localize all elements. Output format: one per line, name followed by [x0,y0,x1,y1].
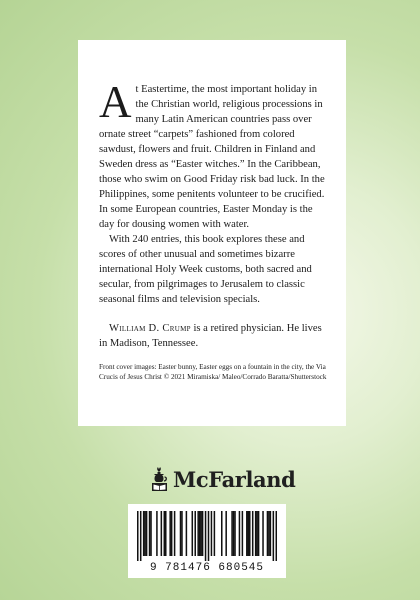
barcode-bar [252,511,254,556]
barcode-bar [186,511,188,556]
author-bio-text: is a retired physician. He lives in Madison, Tennessee. [99,323,322,349]
barcode-bar [234,511,236,556]
author-name: William D. Crump [109,323,191,334]
barcode-bar [199,511,201,556]
barcode-bar [202,511,204,556]
barcode-bar [171,511,173,556]
barcode-bars [137,511,277,561]
barcode-bar [208,511,210,561]
book-lamp-logo-icon [150,466,170,492]
barcode-bar [262,511,264,556]
barcode-bar [161,511,163,556]
barcode-bar [255,511,257,556]
barcode-bar [144,511,146,556]
barcode-bar [174,511,176,556]
barcode-bar [233,511,235,556]
barcode-bar [165,511,167,556]
blurb-paragraph-1 [99,77,328,232]
barcode-bar [239,511,241,556]
barcode-bar [143,511,145,556]
barcode-bar [267,511,269,556]
barcode-bar [273,511,275,561]
barcode-bar [156,511,158,556]
barcode-bar [197,511,199,556]
barcode-bar [242,511,244,556]
barcode-bar [248,511,250,556]
barcode-bar [180,511,182,556]
cover-image-credits: Front cover images: Easter bunny, Easter eggs on a fountain in the city, the Via Crucis of Jesus Christ © 2021 Miramiska/ Maleo/Corrado Baratta/Shutterstock [99,363,327,381]
barcode-bar [149,511,151,556]
barcode-bar [169,511,171,556]
barcode-bar [200,511,202,556]
barcode-bar [211,511,213,556]
barcode-bar [270,511,272,556]
barcode-bar [181,511,183,556]
barcode-bar [137,511,139,561]
barcode-bar [249,511,251,556]
barcode-bar [256,511,258,556]
barcode-bar [194,511,196,556]
barcode-bar [205,511,207,561]
barcode-bar [225,511,227,556]
isbn-digits: 9 781476 680545 [149,562,265,574]
blurb-panel [78,40,346,426]
barcode-bar [146,511,148,556]
drop-cap: A [99,77,132,127]
barcode-bar [140,511,142,561]
publisher-name: McFarland [173,466,296,492]
barcode-bar [164,511,166,556]
barcode-bar [246,511,248,556]
barcode-bar [276,511,277,561]
publisher-logo [150,466,295,492]
barcode-bar [221,511,223,556]
isbn-barcode [128,504,286,578]
barcode-bar [192,511,194,556]
barcode-bar [214,511,216,556]
author-bio [99,321,328,351]
blurb-paragraph-2: With 240 entries, this book explores these and scores of other unusual and sometimes bizarre international Holy Week customs, both sacred and secular, from pilgrimages to Jerusalem to classic seasonal films and television specials. [99,234,312,305]
blurb-paragraph-1-text: t Eastertime, the most important holiday in the Christian world, religious processions in many Latin American countries pass over ornate street “carpets” fashioned from colored sawdust, flowers and fruit. Children in Finland and Sweden dress as “Easter witches.” In the Caribbean, those who swim on Good Friday risk bad luck. In the Philippines, some penitents volunteer to be crucified. In some European countries, Easter Monday is the day for dousing women with water. [99,84,325,230]
barcode-bar [150,511,152,556]
barcode-bar [231,511,233,556]
barcode-bar [268,511,270,556]
barcode-bar [258,511,260,556]
